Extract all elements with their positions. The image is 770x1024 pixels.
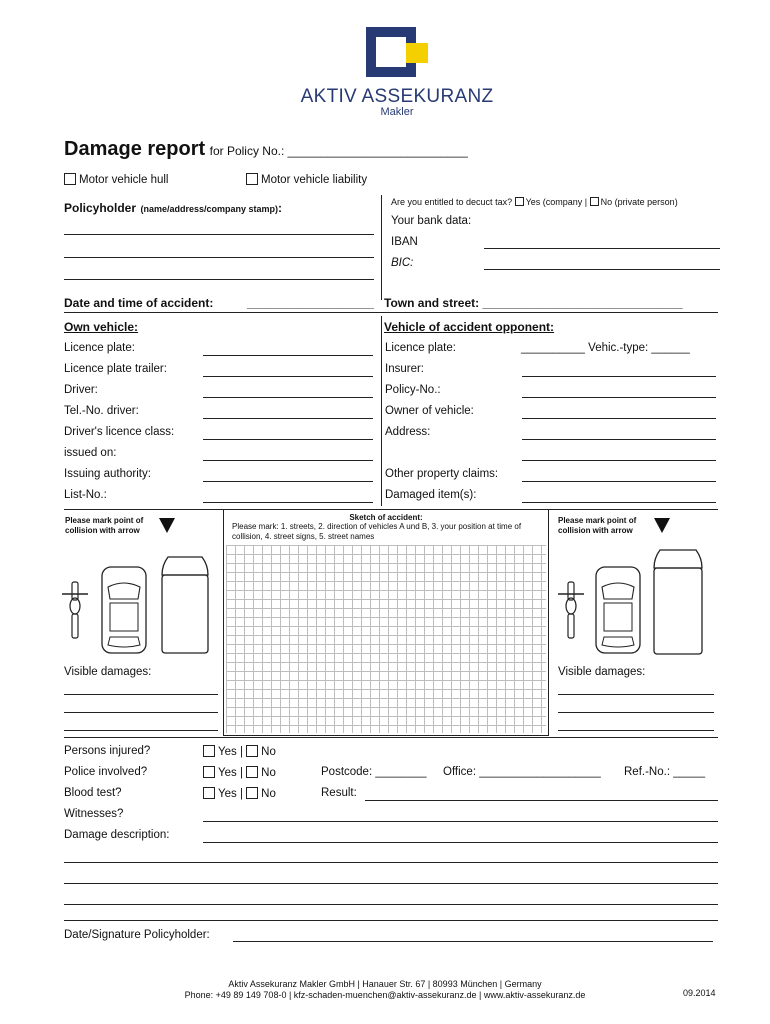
opponent-field-label: Insurer: <box>385 363 424 375</box>
right-arrow-icon <box>654 518 670 533</box>
police-no-checkbox[interactable] <box>246 766 258 778</box>
own-field-label: Issuing authority: <box>64 468 151 480</box>
policy-label[interactable]: for Policy No.: ___________________________ <box>209 144 468 158</box>
opponent-field-line[interactable] <box>522 439 716 440</box>
visible-damages-left: Visible damages: <box>64 666 152 678</box>
damage-description-label: Damage description: <box>64 829 170 841</box>
blood-yes-checkbox[interactable] <box>203 787 215 799</box>
opponent-field-label: Damaged item(s): <box>385 489 477 501</box>
left-collision-hint: Please mark point of collision with arrow <box>65 516 144 535</box>
hull-option[interactable]: Motor vehicle hull <box>64 173 168 186</box>
tax-yes-checkbox[interactable] <box>515 197 524 206</box>
hull-checkbox[interactable] <box>64 173 76 185</box>
description-line-3[interactable] <box>64 883 718 884</box>
policyholder-label: Policyholder (name/address/company stamp): <box>64 201 283 215</box>
left-damage-line-2[interactable] <box>64 712 218 713</box>
sketch-instructions: Please mark: 1. streets, 2. direction of vehicles A und B, 3. your position at time of collision, 4. street signs, 5. street names <box>232 522 522 541</box>
title-main: Damage report <box>64 138 206 160</box>
questions-top-rule <box>64 737 718 738</box>
visible-damages-right: Visible damages: <box>558 666 646 678</box>
sketch-top-rule <box>64 509 718 510</box>
motorcycle-icon-right <box>556 580 586 642</box>
car-icon-right <box>594 565 644 655</box>
own-field-label: Tel.-No. driver: <box>64 405 139 417</box>
town-street-field[interactable]: Town and street: ______________________________ <box>384 296 683 310</box>
blood-test-label: Blood test? <box>64 787 122 799</box>
bank-label: Your bank data: <box>391 215 472 227</box>
right-damage-line-3[interactable] <box>558 730 714 731</box>
brand-name: AKTIV ASSEKURANZ <box>300 86 494 107</box>
vehicle-type-field[interactable]: __________ Vehic.-type: ______ <box>521 342 690 354</box>
sketch-title: Sketch of accident: <box>349 513 423 522</box>
right-collision-hint: Please mark point of collision with arrow <box>558 516 637 535</box>
own-field-line[interactable] <box>203 397 373 398</box>
own-field-label: Driver: <box>64 384 98 396</box>
opponent-field-line[interactable] <box>522 460 716 461</box>
car-icon <box>100 565 150 655</box>
bic-line[interactable] <box>484 269 720 270</box>
liability-checkbox[interactable] <box>246 173 258 185</box>
description-line-1[interactable] <box>203 842 718 843</box>
description-line-2[interactable] <box>64 862 718 863</box>
liability-option[interactable]: Motor vehicle liability <box>246 173 367 186</box>
blood-options: Yes | No <box>203 787 276 800</box>
witnesses-label: Witnesses? <box>64 808 124 820</box>
opponent-field-line[interactable] <box>522 502 716 503</box>
police-yes-checkbox[interactable] <box>203 766 215 778</box>
logo-mark-icon <box>366 27 430 77</box>
iban-label: IBAN <box>391 236 418 248</box>
accident-date-line[interactable]: ___________________ <box>247 296 374 310</box>
signature-line[interactable] <box>233 941 713 942</box>
signature-label: Date/Signature Policyholder: <box>64 929 210 941</box>
own-field-line[interactable] <box>203 502 373 503</box>
ref-no-field[interactable]: Ref.-No.: _____ <box>624 766 706 778</box>
footer-contact: Phone: +49 89 149 708-0 | kfz-schaden-muenchen@aktiv-assekuranz.de | www.aktiv-assekuranz.de <box>184 990 586 1000</box>
tax-no-checkbox[interactable] <box>590 197 599 206</box>
opponent-field-label: Licence plate: <box>385 342 456 354</box>
footer-address: Aktiv Assekuranz Makler GmbH | Hanauer Str. 67 | 80993 München | Germany <box>228 979 542 989</box>
persons-injured-label: Persons injured? <box>64 745 151 757</box>
description-line-5[interactable] <box>64 920 718 921</box>
truck-icon-right <box>650 548 706 656</box>
left-damage-line-1[interactable] <box>64 694 218 695</box>
right-damage-line-1[interactable] <box>558 694 714 695</box>
opponent-field-line[interactable] <box>522 418 716 419</box>
policyholder-line-2[interactable] <box>64 257 374 258</box>
witnesses-line[interactable] <box>203 821 718 822</box>
own-field-label: List-No.: <box>64 489 107 501</box>
sketch-left-border <box>223 510 224 735</box>
sketch-grid[interactable] <box>226 545 546 733</box>
sketch-right-border <box>548 510 549 735</box>
sketch-bottom-rule <box>223 735 549 736</box>
accident-rule <box>64 312 718 313</box>
police-involved-label: Police involved? <box>64 766 148 778</box>
result-line[interactable] <box>365 800 718 801</box>
own-field-label: Licence plate: <box>64 342 135 354</box>
left-arrow-icon <box>159 518 175 533</box>
own-field-label: Driver's licence class: <box>64 426 175 438</box>
iban-line[interactable] <box>484 248 720 249</box>
header-divider <box>381 195 382 300</box>
accident-date-label: Date and time of accident: <box>64 296 214 310</box>
policyholder-line-1[interactable] <box>64 234 374 235</box>
description-line-4[interactable] <box>64 904 718 905</box>
injured-options: Yes | No <box>203 745 276 758</box>
blood-no-checkbox[interactable] <box>246 787 258 799</box>
police-options: Yes | No <box>203 766 276 779</box>
policyholder-line-3[interactable] <box>64 279 374 280</box>
opponent-field-label: Owner of vehicle: <box>385 405 474 417</box>
injured-yes-checkbox[interactable] <box>203 745 215 757</box>
opponent-field-label: Policy-No.: <box>385 384 441 396</box>
own-field-label: issued on: <box>64 447 117 459</box>
opponent-field-line[interactable] <box>522 376 716 377</box>
own-field-line[interactable] <box>203 481 373 482</box>
brand-sub: Makler <box>380 106 414 118</box>
footer-date: 09.2014 <box>683 988 716 998</box>
tax-question: Are you entitled to decuct tax? Yes (company | No (private person) <box>391 197 678 207</box>
bic-label: BIC: <box>391 257 414 269</box>
own-field-line[interactable] <box>203 439 373 440</box>
own-vehicle-header: Own vehicle: <box>64 320 139 334</box>
own-field-line[interactable] <box>203 460 373 461</box>
page-title <box>64 138 468 161</box>
own-field-label: Licence plate trailer: <box>64 363 167 375</box>
opponent-field-label: Address: <box>385 426 431 438</box>
left-damage-line-3[interactable] <box>64 730 218 731</box>
right-damage-line-2[interactable] <box>558 712 714 713</box>
own-field-line[interactable] <box>203 355 373 356</box>
opponent-field-label: Other property claims: <box>385 468 499 480</box>
result-label: Result: <box>321 787 357 799</box>
own-field-line[interactable] <box>203 418 373 419</box>
vehicle-divider <box>381 316 382 506</box>
company-logo <box>366 27 430 77</box>
office-field[interactable]: Office: ___________________ <box>443 766 601 778</box>
opponent-field-line[interactable] <box>522 481 716 482</box>
truck-icon <box>158 555 212 655</box>
injured-no-checkbox[interactable] <box>246 745 258 757</box>
opponent-header: Vehicle of accident opponent: <box>384 320 555 334</box>
postcode-field[interactable]: Postcode: ________ <box>321 766 427 778</box>
opponent-field-line[interactable] <box>522 397 716 398</box>
motorcycle-icon <box>60 580 90 642</box>
own-field-line[interactable] <box>203 376 373 377</box>
